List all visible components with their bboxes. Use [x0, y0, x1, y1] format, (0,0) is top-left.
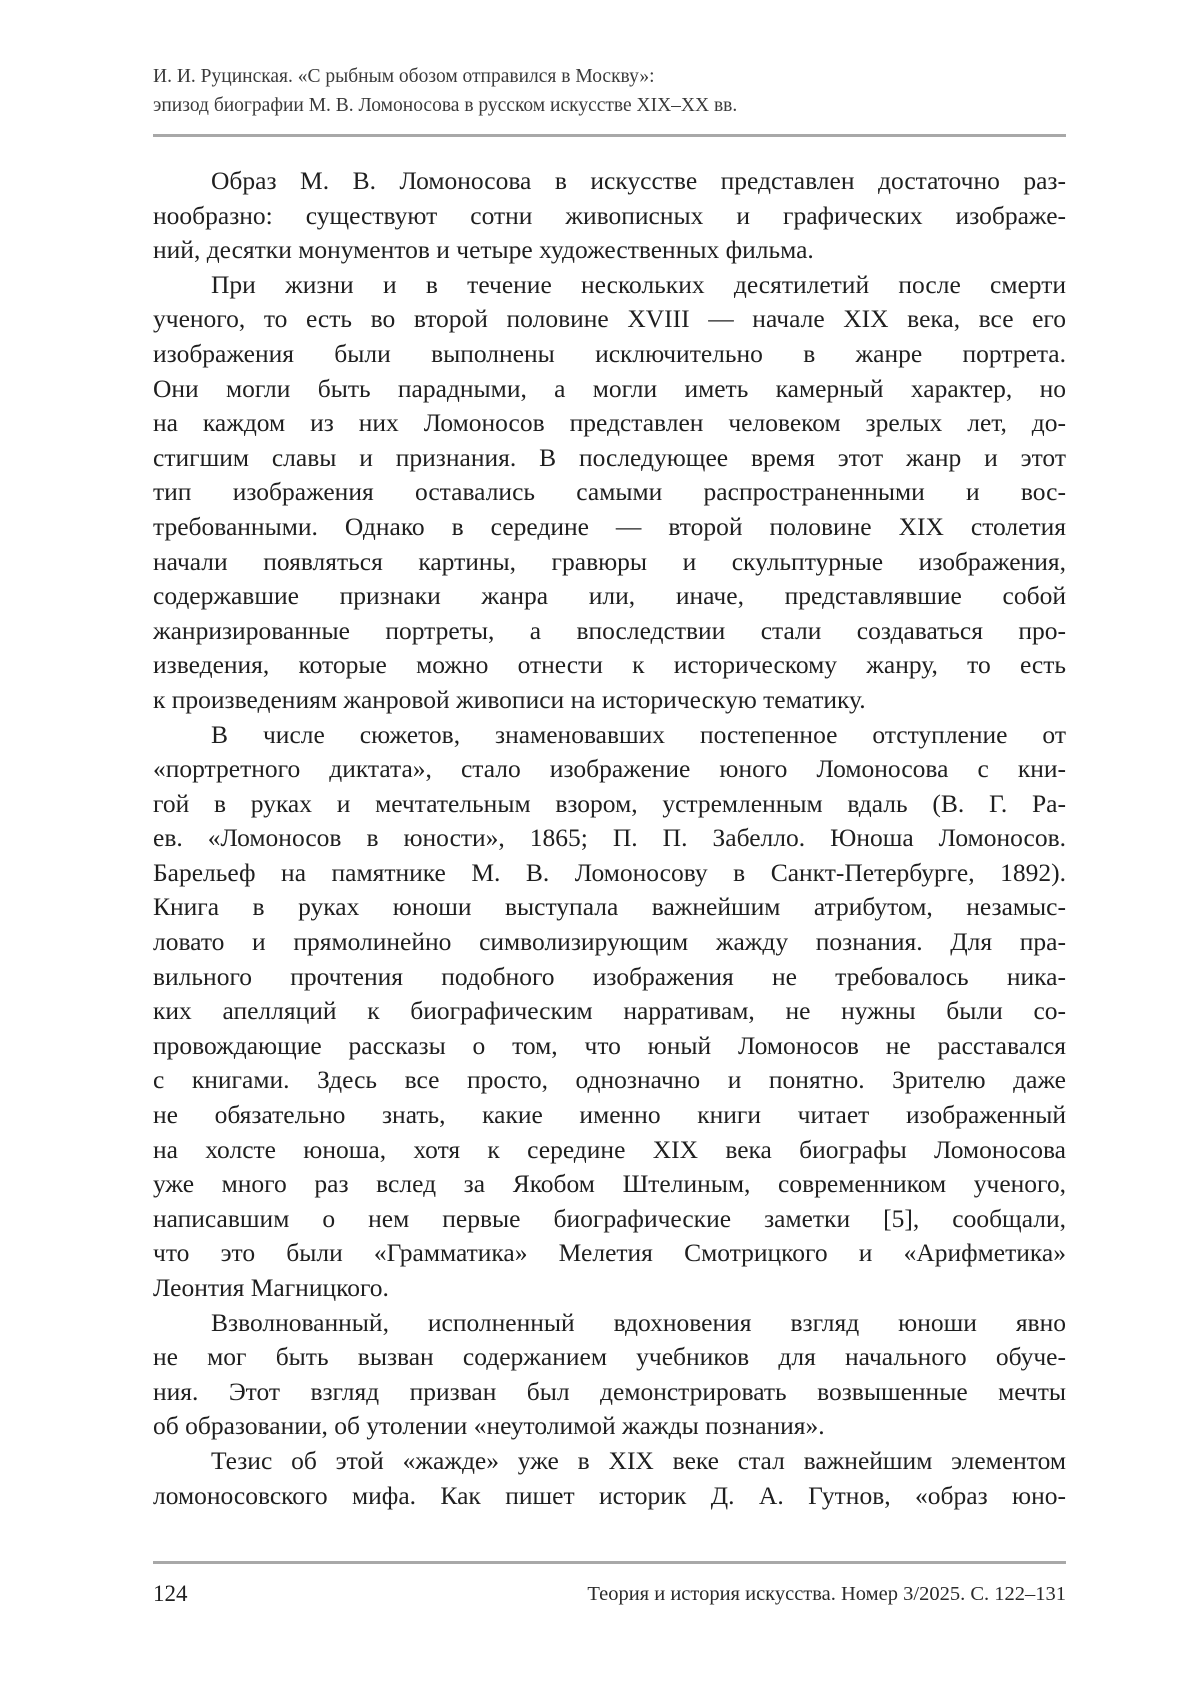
text-line: ний, десятки монументов и четыре художественных фильма. [153, 235, 814, 265]
page-number: 124 [153, 1581, 188, 1606]
text-line: к произведениям жанровой живописи на историческую тематику. [153, 684, 866, 714]
text-line: не мог быть вызван содержанием учебников для начального обуче- [153, 1342, 1066, 1372]
text-line: что это были «Грамматика» Мелетия Смотрицкого и «Арифметика» [153, 1238, 1066, 1268]
text-line: ломоносовского мифа. Как пишет историк Д. А. Гутнов, «образ юно- [153, 1480, 1066, 1510]
text-line: Леонтия Магницкого. [153, 1273, 389, 1302]
text-line: на холсте юноша, хотя к середине XIX века биографы Ломоносова [153, 1134, 1066, 1164]
paragraph [153, 268, 1066, 718]
text-line: Книга в руках юноши выступала важнейшим атрибутом, незамыс- [153, 892, 1066, 922]
text-line: провождающие рассказы о том, что юный Ломоносов не расставался [153, 1030, 1066, 1060]
article-body [153, 164, 1066, 1513]
text-line: с книгами. Здесь все просто, однозначно и понятно. Зрителю даже [153, 1065, 1066, 1095]
text-line: Взволнованный, исполненный вдохновения взгляд юноши явно [211, 1307, 1066, 1337]
text-line: Барельеф на памятнике М. В. Ломоносову в Санкт-Петербурге, 1892). [153, 857, 1066, 887]
text-line: написавшим о нем первые биографические заметки [5], сообщали, [153, 1203, 1066, 1233]
text-line: ловато и прямолинейно символизирующим жажду познания. Для пра- [153, 927, 1066, 957]
text-line: нообразно: существуют сотни живописных и графических изображе- [153, 200, 1066, 230]
paragraph [153, 718, 1066, 1306]
text-line: жанризированные портреты, а впоследствии стали создаваться про- [153, 615, 1066, 645]
running-head-line-1: И. И. Руцинская. «С рыбным обозом отправился в Москву»: [153, 66, 655, 87]
paragraph [153, 1306, 1066, 1444]
running-head-line-2: эпизод биографии М. В. Ломоносова в русском искусстве XIX–XX вв. [153, 95, 738, 116]
paragraph [153, 1444, 1066, 1513]
text-line: ния. Этот взгляд призван был демонстрировать возвышенные мечты [153, 1376, 1066, 1406]
running-head [153, 62, 1073, 120]
header-rule [153, 134, 1066, 137]
text-line: Образ М. В. Ломоносова в искусстве представлен достаточно раз- [211, 166, 1066, 195]
text-line: Они могли быть парадными, а могли иметь камерный характер, но [153, 373, 1066, 403]
text-line: стигшим славы и признания. В последующее время этот жанр и этот [153, 442, 1066, 472]
text-line: не обязательно знать, какие именно книги читает изображенный [153, 1100, 1066, 1130]
text-line: ученого, то есть во второй половине XVIII — начале XIX века, все его [153, 304, 1066, 334]
footer-rule [153, 1561, 1066, 1564]
text-line: В числе сюжетов, знаменовавших постепенное отступление от [211, 719, 1066, 749]
text-line: содержавшие признаки жанра или, иначе, представлявшие собой [153, 581, 1066, 611]
text-line: об образовании, об утолении «неутолимой жажды познания». [153, 1411, 825, 1441]
text-line: ких апелляций к биографическим нарративам, не нужны были со- [153, 996, 1066, 1026]
text-line: начали появляться картины, гравюры и скульптурные изображения, [153, 546, 1066, 576]
text-line: вильного прочтения подобного изображения не требовалось ника- [153, 961, 1066, 991]
text-line: изведения, которые можно отнести к историческому жанру, то есть [153, 650, 1066, 680]
text-line: ев. «Ломоносов в юности», 1865; П. П. Забелло. Юноша Ломоносов. [153, 823, 1066, 853]
text-line: тип изображения оставались самыми распространенными и вос- [153, 477, 1066, 507]
paragraph [153, 164, 1066, 268]
page-footer [153, 1576, 1066, 1612]
text-line: требованными. Однако в середине — второй половине XIX столетия [153, 511, 1066, 541]
text-line: «портретного диктата», стало изображение юного Ломоносова с кни- [153, 754, 1066, 784]
journal-citation: Теория и история искусства. Номер 3/2025. С. 122–131 [587, 1583, 1066, 1605]
text-line: изображения были выполнены исключительно в жанре портрета. [153, 338, 1066, 368]
text-line: гой в руках и мечтательным взором, устремленным вдаль (В. Г. Ра- [153, 788, 1066, 818]
text-line: При жизни и в течение нескольких десятилетий после смерти [211, 269, 1066, 299]
text-line: Тезис об этой «жажде» уже в XIX веке стал важнейшим элементом [211, 1445, 1066, 1475]
text-line: на каждом из них Ломоносов представлен человеком зрелых лет, до- [153, 408, 1066, 438]
text-line: уже много раз вслед за Якобом Штелиным, современником ученого, [153, 1169, 1066, 1199]
